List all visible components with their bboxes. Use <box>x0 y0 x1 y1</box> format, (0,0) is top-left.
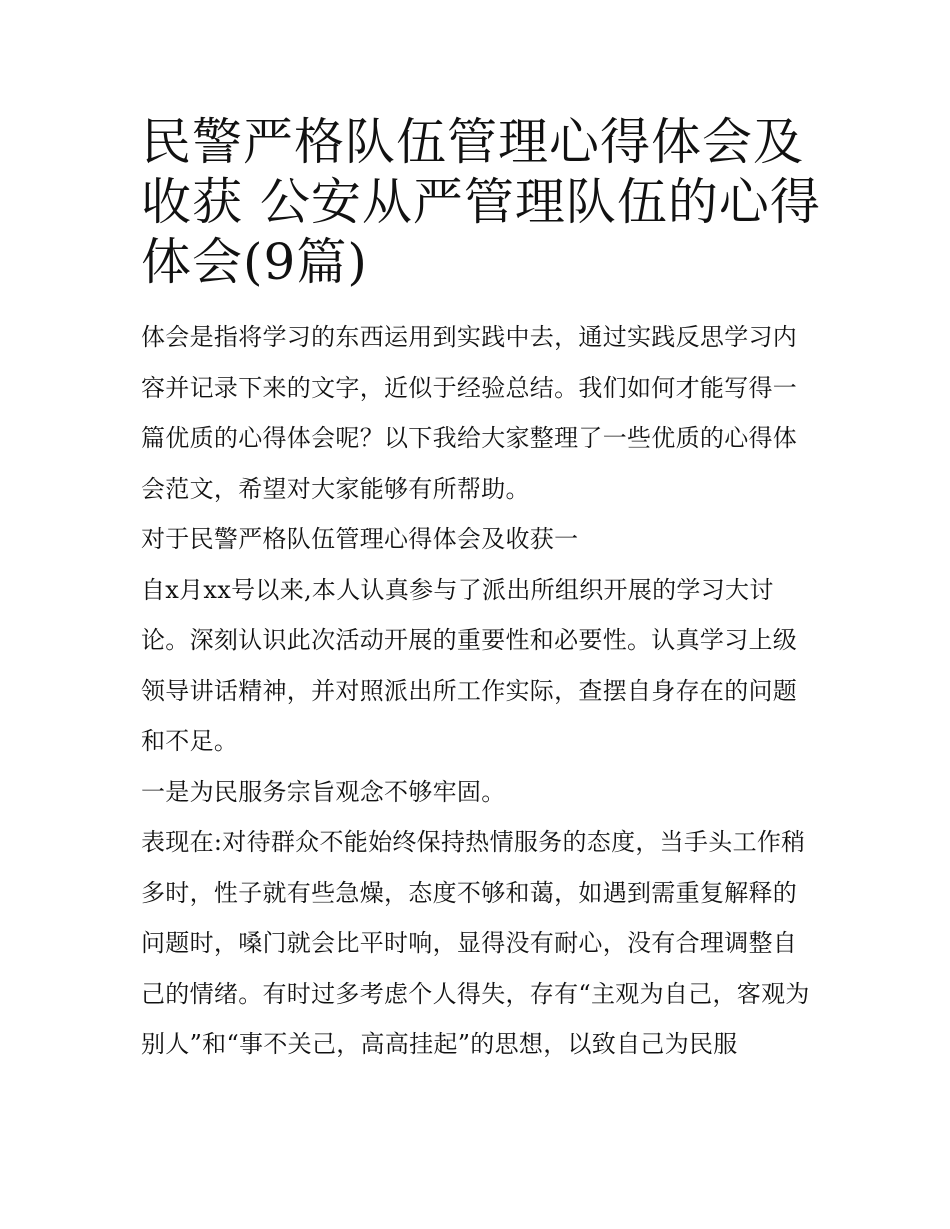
paragraph-body-2: 表现在:对待群众不能始终保持热情服务的态度，当手头工作稍多时，性子就有些急燥，态度不够和蔼，如遇到需重复解释的问题时，嗓门就会比平时响，显得没有耐心，没有合理调整自己的情绪。有时过多考虑个人得失，存有“主观为自己，客观为别人”和“事不关己，高高挂起”的思想，以致自己为民服 <box>141 828 810 1058</box>
paragraph-body-1: 自x月xx号以来,本人认真参与了派出所组织开展的学习大讨论。深刻认识此次活动开展的重要性和必要性。认真学习上级领导讲话精神，并对照派出所工作实际，查摆自身存在的问题和不足。 <box>141 575 798 755</box>
paragraph-point-1: 一是为民服务宗旨观念不够牢固。 <box>141 777 506 806</box>
paragraph-section-heading: 对于民警严格队伍管理心得体会及收获一 <box>141 525 579 553</box>
paragraph-intro: 体会是指将学习的东西运用到实践中去，通过实践反思学习内容并记录下来的文字，近似于经验总结。我们如何才能写得一篇优质的心得体会呢？以下我给大家整理了一些优质的心得体会范文，希望对大家能够有所帮助。 <box>141 323 798 503</box>
document-title: 民警严格队伍管理心得体会及收获 公安从严管理队伍的心得体会(9篇) <box>141 113 821 291</box>
document-page <box>141 112 821 1070</box>
